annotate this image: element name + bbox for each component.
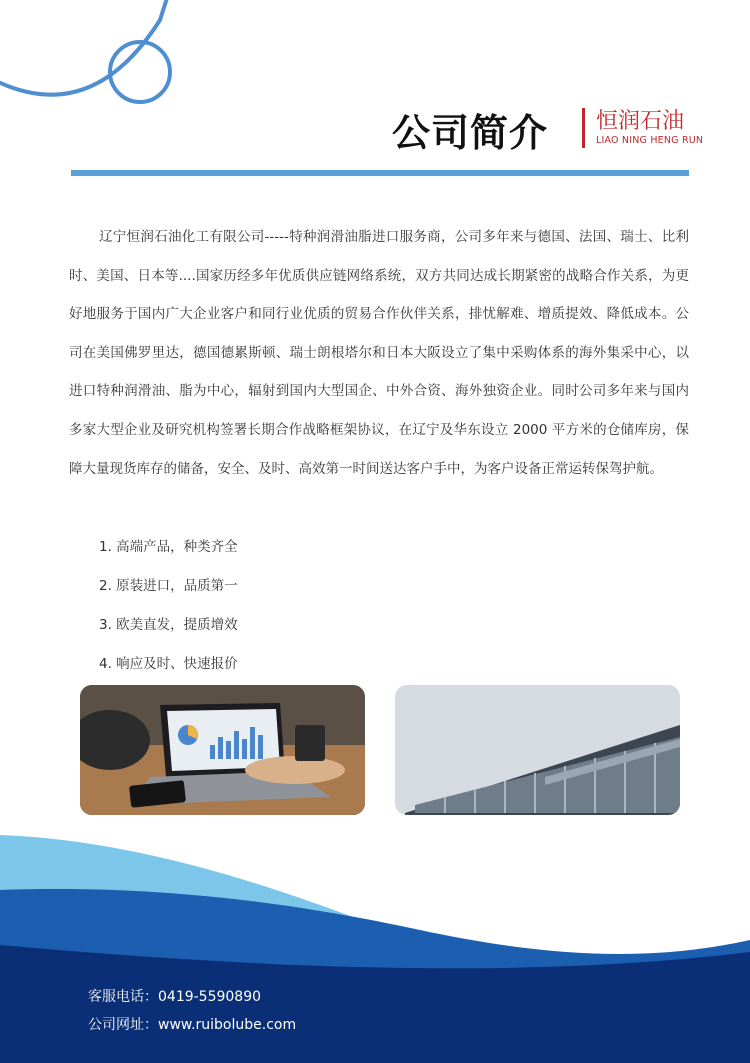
footer-phone: 客服电话：0419-5590890: [88, 989, 262, 1005]
footer-website: 公司网址：www.ruibolube.com: [88, 1017, 297, 1033]
feature-item: 1. 高端产品，种类齐全: [99, 539, 238, 555]
brand-name-en: LIAO NING HENG RUN: [596, 135, 704, 146]
section-divider: [71, 170, 689, 176]
feature-item: 3. 欧美直发，提质增效: [99, 617, 238, 633]
brand-name-cn: 恒润石油: [596, 109, 685, 134]
feature-item: 4. 响应及时、快速报价: [99, 656, 238, 672]
title-divider: [582, 108, 585, 148]
decorative-arcs: [0, 0, 200, 120]
laptop-illustration: [80, 685, 365, 815]
intro-paragraph: 辽宁恒润石油化工有限公司-----特种润滑油脂进口服务商，公司多年来与德国、法国、瑞士、比利时、美国、日本等....国家历经多年优质供应链网络系统，双方共同达成长期紧密的战略合作关系，为更好地服务于国内广大企业客户和同行业优质的贸易合作伙伴关系，排忧解难、增质提效、降低成本。公司在美国佛罗里达，德国德累斯顿、瑞士朗根塔尔和日本大阪设立了集中采购体系的海外集采中心，以进口特种润滑油、脂为中心，辐射到国内大型国企、中外合资、海外独资企业。同时公司多年来与国内多家大型企业及研究机构签署长期合作战略框架协议，在辽宁及华东设立 2000 平方米的仓储库房，保障大量现货库存的储备，安全、及时、高效第一时间送达客户手中，为客户设备正常运转保驾护航。: [69, 229, 689, 477]
page-title: 公司简介: [392, 111, 549, 155]
building-illustration: [395, 685, 680, 815]
office-laptop-photo: [80, 685, 365, 815]
feature-list: [99, 528, 238, 684]
building-photo: [395, 685, 680, 815]
feature-item: 2. 原装进口，品质第一: [99, 578, 238, 594]
